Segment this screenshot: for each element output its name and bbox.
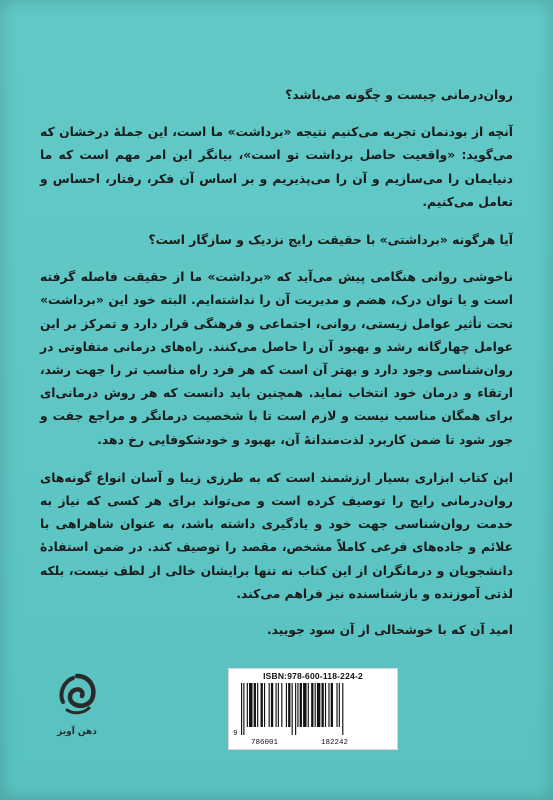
back-cover-text [40,84,513,657]
closing-line: امید آن که با خوشحالی از آن سود جویید. [266,623,513,638]
paragraph-1: آنچه از بودنمان تجربه می‌کنیم نتیجه «برداشت» ما است، این جملهٔ درخشان که می‌گوید: «واقعیت حاصل برداشت تو است»، بیانگر این امر مهم است که ما دنیایمان را می‌سازیم و آن را می‌پذیریم و بر اساس آن فکر، رفتار، احساس و تعامل می‌کنیم. [40,125,513,209]
isbn-barcode [228,668,398,750]
isbn-text: ISBN:978-600-118-224-2 [263,671,363,681]
publisher-logo-icon [55,672,99,742]
barcode-prefix-digit: 9 [233,730,238,738]
question-heading-1: روان‌درمانی چیست و چگونه می‌باشد؟ [285,88,513,102]
paragraph-3: این کتاب ابزاری بسیار ارزشمند است که به طرزی زیبا و آسان انواع گونه‌های روان‌درمانی رایج را توصیف کرده است و می‌تواند برای هر کسی که نیاز به خدمت روان‌شناسی جهت خود و یادگیری داشته باشد، به عنوان شاهراهی با علائم و جاده‌های فرعی کاملاً مشخص، مقصد را توصیف کند. در ضمن استفادهٔ دانشجویان و درمانگران از این کتاب نه تنها برایشان خالی از لطف نیست، بلکه لذتی آموزنده و بازشناسنده نیز فراهم می‌کند. [40,470,513,601]
barcode-right-digits: 182242 [321,739,349,747]
question-heading-2: آیا هرگونه «برداشتی» با حقیقت رایج نزدیک و سازگار است؟ [148,233,513,248]
publisher-name: ذهن آویز [57,727,97,737]
barcode-bars [241,683,387,735]
paragraph-2: ناخوشی روانی هنگامی پیش می‌آید که «برداشت» ما از حقیقت فاصله گرفته است و یا توان درک، هضم و مدیریت آن را نداشته‌ایم. البته خود این «برداشت» تحت تأثیر عوامل زیستی، روانی، اجتماعی و فرهنگی قرار دارد و تمرکز بر این عوامل چهارگانه رشد و بهبود آن را حاصل می‌کنند. راه‌های درمانی متفاوتی در روان‌شناسی وجود دارد و بهتر آن است که هر فرد راه مناسب تر را جهت رشد، ارتقاء و درمان خود انتخاب نماید. همچنین باید دانست که هر روش درمانی‌ای برای همگان مناسب نیست و لازم است تا با شخصیت درمانگر و مراجع جفت و جور شود تا ضمن کاربرد لذت‌مندانهٔ آن، بهبود و خودشکوفایی رخ دهد. [40,270,513,447]
barcode-left-digits: 786001 [251,739,279,747]
